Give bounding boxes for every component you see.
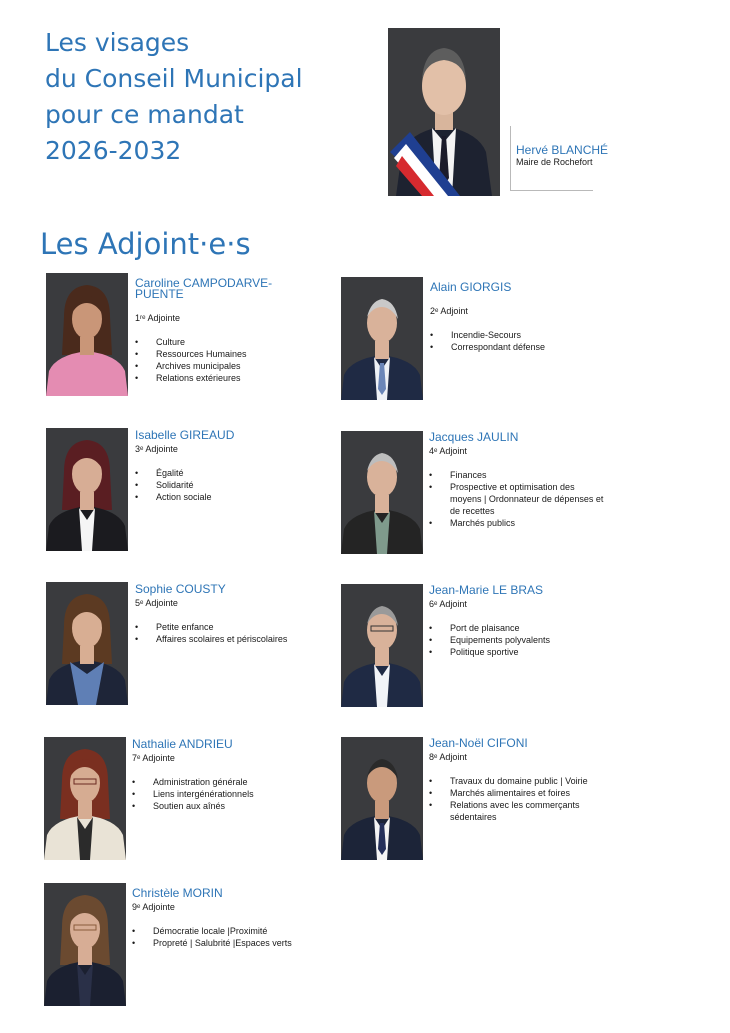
adjoint-name: Alain GIORGIS xyxy=(430,280,512,294)
delegation-list xyxy=(135,336,310,384)
delegation-item: • Relations extérieures xyxy=(135,372,310,384)
adjoint-card xyxy=(429,738,604,823)
adjoint-portrait xyxy=(44,737,126,860)
delegation-list xyxy=(135,467,310,503)
delegation-item: • Affaires scolaires et périscolaires xyxy=(135,633,310,645)
adjoint-name: Christèle MORIN xyxy=(132,886,223,900)
adjoint-card xyxy=(132,739,307,812)
delegation-item: • Marchés publics xyxy=(429,517,604,529)
delegation-list xyxy=(429,775,604,823)
page-title xyxy=(45,25,303,169)
adjoint-name: Nathalie ANDRIEU xyxy=(132,737,233,751)
delegation-item: • Finances xyxy=(429,469,604,481)
delegation-item: • Liens intergénérationnels xyxy=(132,788,307,800)
adjoint-role: 4ᵉ Adjoint xyxy=(429,446,467,456)
adjoint-role: 7ᵉ Adjointe xyxy=(132,753,175,763)
delegation-item: • Petite enfance xyxy=(135,621,310,633)
delegation-list xyxy=(430,329,605,353)
adjoint-card xyxy=(429,585,604,658)
delegation-item: • Relations avec les commerçants sédentaires xyxy=(429,799,604,823)
delegation-item: • Soutien aux aînés xyxy=(132,800,307,812)
adjoint-role: 9ᵉ Adjointe xyxy=(132,902,175,912)
adjoint-name: Jean-Marie LE BRAS xyxy=(429,583,544,597)
adjoint-card xyxy=(135,584,310,645)
adjoint-role: 3ᵉ Adjointe xyxy=(135,444,178,454)
adjoint-name: Jean-Noël CIFONI xyxy=(429,736,528,750)
adjoint-portrait xyxy=(341,277,423,400)
delegation-item: • Administration générale xyxy=(132,776,307,788)
adjoint-portrait xyxy=(46,582,128,705)
adjoint-card xyxy=(429,432,604,529)
delegation-item: • Démocratie locale |Proximité xyxy=(132,925,307,937)
adjoint-role: 5ᵉ Adjointe xyxy=(135,598,178,608)
delegation-item: • Archives municipales xyxy=(135,360,310,372)
delegation-list xyxy=(132,925,307,949)
delegation-item: • Prospective et optimisation des moyens | Ordonnateur de dépenses et de recettes xyxy=(429,481,604,517)
adjoint-card xyxy=(132,888,307,949)
adjoint-portrait xyxy=(341,737,423,860)
adjoint-name: Caroline CAMPODARVE-PUENTE xyxy=(135,276,273,301)
adjoint-portrait xyxy=(46,428,128,551)
adjoint-portrait xyxy=(341,431,423,554)
adjoint-name: Isabelle GIREAUD xyxy=(135,428,235,442)
delegation-item: • Incendie-Secours xyxy=(430,329,605,341)
title-line: Les visages xyxy=(45,28,190,57)
delegation-item: • Equipements polyvalents xyxy=(429,634,604,646)
adjoint-role: 2ᵉ Adjoint xyxy=(430,306,468,316)
delegation-list xyxy=(135,621,310,645)
delegation-list xyxy=(429,622,604,658)
adjoint-name: Jacques JAULIN xyxy=(429,430,519,444)
delegation-item: • Correspondant défense xyxy=(430,341,605,353)
delegation-item: • Propreté | Salubrité |Espaces verts xyxy=(132,937,307,949)
delegation-item: • Travaux du domaine public | Voirie xyxy=(429,775,604,787)
delegation-item: • Politique sportive xyxy=(429,646,604,658)
adjoint-card xyxy=(430,282,605,353)
title-line: pour ce mandat xyxy=(45,100,244,129)
section-title: Les Adjoint·e·s xyxy=(40,227,251,261)
adjoint-role: 6ᵉ Adjoint xyxy=(429,599,467,609)
adjoint-card xyxy=(135,430,310,503)
mayor-caption xyxy=(510,126,609,191)
delegation-item: • Culture xyxy=(135,336,310,348)
mayor-role: Maire de Rochefort xyxy=(516,157,593,167)
adjoint-role: 1ʳᵉ Adjointe xyxy=(135,313,181,323)
delegation-item: • Solidarité xyxy=(135,479,310,491)
adjoint-role: 8ᵉ Adjoint xyxy=(429,752,467,762)
adjoint-name: Sophie COUSTY xyxy=(135,582,226,596)
delegation-item: • Égalité xyxy=(135,467,310,479)
title-line: 2026-2032 xyxy=(45,136,182,165)
delegation-item: • Ressources Humaines xyxy=(135,348,310,360)
delegation-list xyxy=(429,469,604,529)
title-line: du Conseil Municipal xyxy=(45,64,303,93)
mayor-portrait xyxy=(388,28,500,196)
adjoint-portrait xyxy=(44,883,126,1006)
delegation-item: • Marchés alimentaires et foires xyxy=(429,787,604,799)
delegation-item: • Port de plaisance xyxy=(429,622,604,634)
mayor-name: Hervé BLANCHÉ xyxy=(516,143,609,157)
adjoint-portrait xyxy=(341,584,423,707)
adjoint-card xyxy=(135,278,310,384)
delegation-item: • Action sociale xyxy=(135,491,310,503)
delegation-list xyxy=(132,776,307,812)
adjoint-portrait xyxy=(46,273,128,396)
